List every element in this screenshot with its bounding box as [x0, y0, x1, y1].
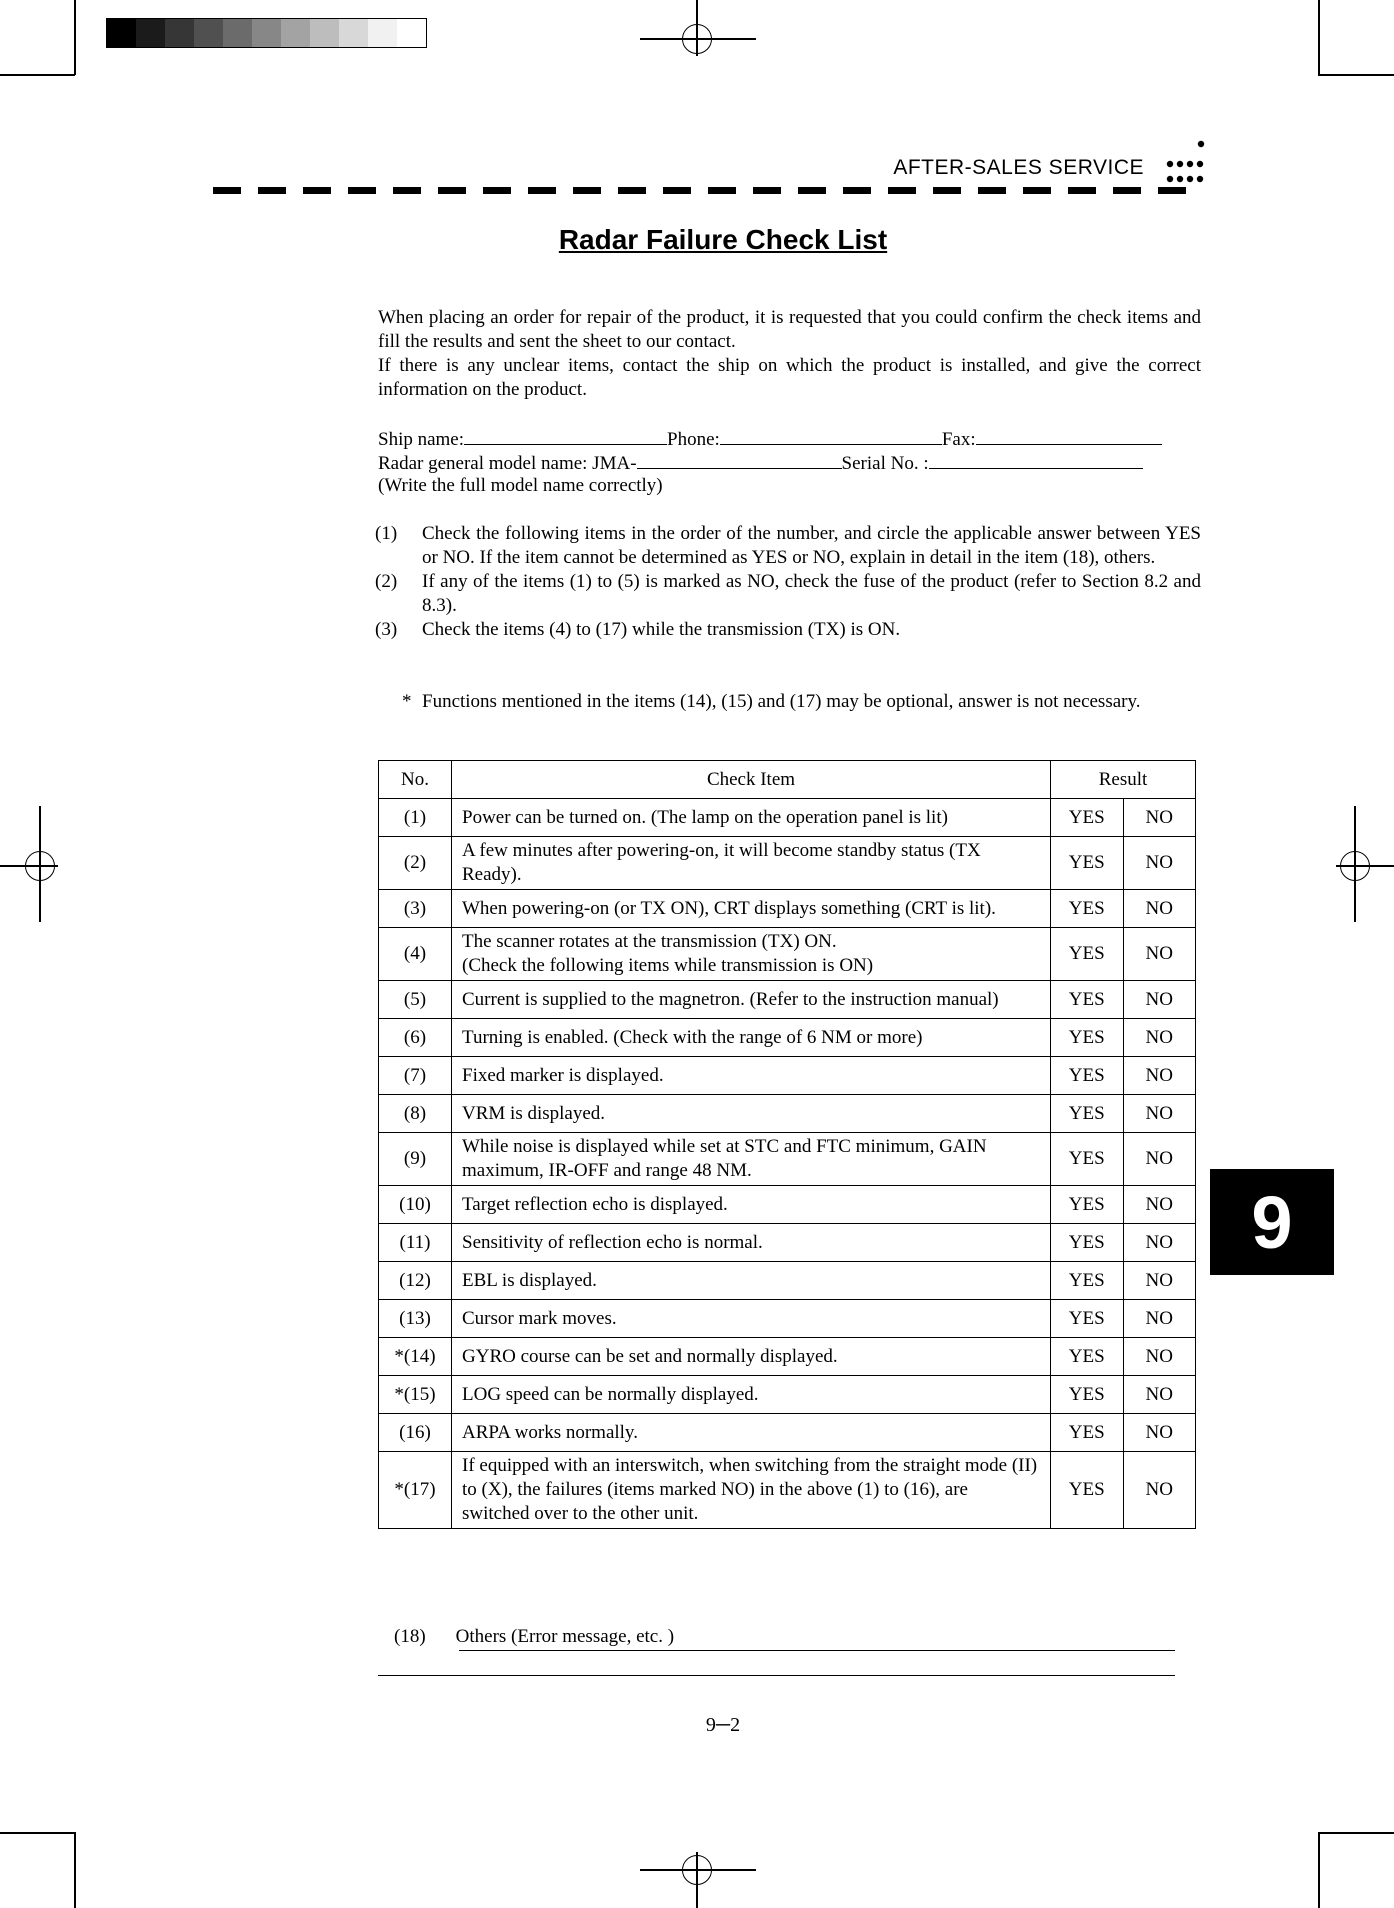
row-check-item: [452, 1300, 1051, 1338]
no-option[interactable]: NO: [1123, 1095, 1196, 1133]
yes-option[interactable]: YES: [1051, 890, 1124, 928]
row-number: (2): [379, 837, 452, 890]
row-check-item: [452, 837, 1051, 890]
header-check-item: Check Item: [452, 761, 1051, 799]
model-note: (Write the full model name correctly): [378, 475, 663, 496]
row-check-item: [452, 1057, 1051, 1095]
gray-swatch: [194, 19, 223, 47]
gray-swatch: [165, 19, 194, 47]
yes-option[interactable]: YES: [1051, 1452, 1124, 1529]
row-number: (13): [379, 1300, 452, 1338]
row-check-text: When powering-on (or TX ON), CRT displays something (CRT is lit).: [462, 897, 996, 919]
row-check-item: [452, 1376, 1051, 1414]
row-check-text: GYRO course can be set and normally displayed.: [462, 1345, 838, 1367]
crop-mark: [1318, 0, 1320, 75]
table-row: [379, 1224, 1196, 1262]
yes-option[interactable]: YES: [1051, 799, 1124, 837]
gray-swatch: [310, 19, 339, 47]
others-number: (18): [394, 1626, 426, 1647]
gray-swatch: [397, 19, 426, 47]
optional-note: [402, 690, 1201, 714]
no-option[interactable]: NO: [1123, 1224, 1196, 1262]
instruction-text: Check the following items in the order of the number, and circle the applicable answer between YES or NO. If the item cannot be determined as YES or NO, explain in detail in the item (18), others.: [422, 523, 1201, 568]
yes-option[interactable]: YES: [1051, 1057, 1124, 1095]
row-check-item: [452, 1186, 1051, 1224]
no-option[interactable]: NO: [1123, 928, 1196, 981]
row-number: (6): [379, 1019, 452, 1057]
table-row: [379, 837, 1196, 890]
others-item: [394, 1626, 674, 1648]
yes-option[interactable]: YES: [1051, 1019, 1124, 1057]
row-number: (11): [379, 1224, 452, 1262]
table-row: [379, 1019, 1196, 1057]
instruction-text: Check the items (4) to (17) while the transmission (TX) is ON.: [422, 619, 901, 640]
serial-no-field[interactable]: [929, 450, 1143, 469]
section-header: AFTER-SALES SERVICE: [893, 156, 1144, 179]
instruction-item: [375, 522, 1201, 570]
table-row: [379, 981, 1196, 1019]
row-check-text: A few minutes after powering-on, it will become standby status (TX Ready).: [462, 840, 981, 885]
others-answer-line[interactable]: [459, 1650, 1175, 1651]
serial-no-label: Serial No. :: [841, 453, 929, 474]
row-number: (10): [379, 1186, 452, 1224]
fax-label: Fax:: [941, 429, 976, 450]
row-check-text: Cursor mark moves.: [462, 1307, 617, 1329]
gray-swatch: [368, 19, 397, 47]
registration-circle: [1340, 851, 1370, 881]
model-name-label: Radar general model name: JMA-: [378, 453, 637, 474]
registration-circle: [682, 1855, 712, 1885]
gray-swatch: [281, 19, 310, 47]
table-row: [379, 1452, 1196, 1529]
table-header-row: [379, 761, 1196, 799]
yes-option[interactable]: YES: [1051, 1262, 1124, 1300]
row-number: (3): [379, 890, 452, 928]
page-title: Radar Failure Check List: [558, 224, 888, 255]
table-row: [379, 1338, 1196, 1376]
no-option[interactable]: NO: [1123, 890, 1196, 928]
row-number: (4): [379, 928, 452, 981]
registration-circle: [682, 24, 712, 54]
yes-option[interactable]: YES: [1051, 837, 1124, 890]
instruction-list: [375, 522, 1201, 642]
no-option[interactable]: NO: [1123, 1338, 1196, 1376]
gray-scale-strip: [106, 18, 427, 48]
crop-mark: [1318, 1832, 1320, 1908]
others-answer-line[interactable]: [378, 1675, 1175, 1676]
no-option[interactable]: NO: [1123, 799, 1196, 837]
no-option[interactable]: NO: [1123, 1414, 1196, 1452]
fax-field[interactable]: [976, 426, 1162, 445]
gray-swatch: [107, 19, 136, 47]
section-tab: 9: [1210, 1169, 1334, 1275]
gray-swatch: [252, 19, 281, 47]
header-result: Result: [1051, 761, 1196, 799]
no-option[interactable]: NO: [1123, 1300, 1196, 1338]
row-check-item: [452, 981, 1051, 1019]
row-number: (8): [379, 1095, 452, 1133]
row-check-text: EBL is displayed.: [462, 1269, 597, 1291]
row-check-subtext: (Check the following items while transmission is ON): [462, 955, 874, 976]
table-row: [379, 928, 1196, 981]
instruction-item: [375, 570, 1201, 618]
ship-name-field[interactable]: [464, 426, 667, 445]
no-option[interactable]: NO: [1123, 1133, 1196, 1186]
yes-option[interactable]: YES: [1051, 1338, 1124, 1376]
row-check-item: [452, 1452, 1051, 1529]
row-number: (16): [379, 1414, 452, 1452]
crop-mark: [1318, 1832, 1394, 1834]
instruction-item: [375, 618, 1201, 642]
yes-option[interactable]: YES: [1051, 928, 1124, 981]
row-check-item: [452, 1414, 1051, 1452]
no-option[interactable]: NO: [1123, 1376, 1196, 1414]
yes-option[interactable]: YES: [1051, 1376, 1124, 1414]
table-row: [379, 1186, 1196, 1224]
row-check-item: [452, 1019, 1051, 1057]
row-check-text: Turning is enabled. (Check with the range of 6 NM or more): [462, 1026, 923, 1048]
gray-swatch: [223, 19, 252, 47]
table-row: [379, 1300, 1196, 1338]
row-check-text: Current is supplied to the magnetron. (Refer to the instruction manual): [462, 988, 999, 1010]
row-check-text: Fixed marker is displayed.: [462, 1064, 664, 1086]
instruction-text: If any of the items (1) to (5) is marked as NO, check the fuse of the product (refer to Section 8.2 and 8.3).: [422, 571, 1201, 616]
row-number: *(15): [379, 1376, 452, 1414]
page-number: 9─2: [705, 1714, 741, 1736]
row-check-item: [452, 890, 1051, 928]
table-row: [379, 799, 1196, 837]
model-name-field[interactable]: [637, 450, 842, 469]
table-row: [379, 1414, 1196, 1452]
row-check-text: ARPA works normally.: [462, 1421, 638, 1443]
section-dots-icon: [1165, 138, 1205, 188]
instruction-number: (2): [375, 571, 398, 592]
no-option[interactable]: NO: [1123, 1057, 1196, 1095]
no-option[interactable]: NO: [1123, 1452, 1196, 1529]
yes-option[interactable]: YES: [1051, 981, 1124, 1019]
row-number: (7): [379, 1057, 452, 1095]
row-check-text: While noise is displayed while set at STC and FTC minimum, GAIN maximum, IR-OFF and range 48 NM.: [462, 1136, 987, 1181]
registration-circle: [25, 851, 55, 881]
header-dashed-rule: [213, 187, 1203, 194]
crop-mark: [0, 1832, 75, 1834]
row-check-item: [452, 799, 1051, 837]
table-row: [379, 1262, 1196, 1300]
row-check-text: If equipped with an interswitch, when switching from the straight mode (II) to (X), the failures (items marked NO) in the above (1) to (16), are switched over to the other unit.: [462, 1455, 1038, 1524]
note-asterisk: *: [402, 691, 412, 712]
no-option[interactable]: NO: [1123, 1262, 1196, 1300]
table-row: [379, 1057, 1196, 1095]
row-check-text: VRM is displayed.: [462, 1102, 606, 1124]
row-check-item: [452, 1095, 1051, 1133]
yes-option[interactable]: YES: [1051, 1095, 1124, 1133]
yes-option[interactable]: YES: [1051, 1300, 1124, 1338]
gray-swatch: [136, 19, 165, 47]
row-number: (12): [379, 1262, 452, 1300]
table-row: [379, 1376, 1196, 1414]
row-check-text: Sensitivity of reflection echo is normal.: [462, 1231, 763, 1253]
row-check-item: [452, 1224, 1051, 1262]
row-number: (5): [379, 981, 452, 1019]
crop-mark: [1318, 74, 1394, 76]
gray-swatch: [339, 19, 368, 47]
no-option[interactable]: NO: [1123, 837, 1196, 890]
instruction-number: (1): [375, 523, 398, 544]
no-option[interactable]: NO: [1123, 1019, 1196, 1057]
check-table: [378, 760, 1196, 1529]
crop-mark: [0, 74, 75, 76]
no-option[interactable]: NO: [1123, 1186, 1196, 1224]
row-check-item: [452, 1338, 1051, 1376]
row-check-text: Target reflection echo is displayed.: [462, 1193, 728, 1215]
yes-option[interactable]: YES: [1051, 1414, 1124, 1452]
phone-label: Phone:: [667, 429, 720, 450]
ship-name-label: Ship name:: [378, 429, 465, 450]
intro-paragraph: When placing an order for repair of the product, it is requested that you could confirm the check items and fill the results and sent the sheet to our contact.: [378, 307, 1201, 352]
instruction-number: (3): [375, 619, 398, 640]
row-number: (9): [379, 1133, 452, 1186]
row-check-text: The scanner rotates at the transmission (TX) ON.: [462, 931, 837, 952]
header-no: No.: [379, 761, 452, 799]
table-row: [379, 1095, 1196, 1133]
yes-option[interactable]: YES: [1051, 1186, 1124, 1224]
row-check-item: [452, 1262, 1051, 1300]
row-check-item: [452, 1133, 1051, 1186]
yes-option[interactable]: YES: [1051, 1224, 1124, 1262]
table-row: [379, 1133, 1196, 1186]
row-number: *(17): [379, 1452, 452, 1529]
row-number: *(14): [379, 1338, 452, 1376]
others-label: Others (Error message, etc. ): [455, 1626, 675, 1647]
intro-paragraph: If there is any unclear items, contact the ship on which the product is installed, and give the correct information on the product.: [378, 355, 1201, 400]
row-check-text: LOG speed can be normally displayed.: [462, 1383, 759, 1405]
crop-mark: [74, 0, 76, 75]
row-check-item: [452, 928, 1051, 981]
phone-field[interactable]: [720, 426, 942, 445]
yes-option[interactable]: YES: [1051, 1133, 1124, 1186]
model-info-line: [378, 450, 1208, 476]
row-number: (1): [379, 799, 452, 837]
table-row: [379, 890, 1196, 928]
no-option[interactable]: NO: [1123, 981, 1196, 1019]
crop-mark: [74, 1832, 76, 1908]
row-check-text: Power can be turned on. (The lamp on the operation panel is lit): [462, 806, 948, 828]
ship-info-line: [378, 426, 1208, 452]
note-text: Functions mentioned in the items (14), (15) and (17) may be optional, answer is not necessary.: [422, 691, 1141, 712]
